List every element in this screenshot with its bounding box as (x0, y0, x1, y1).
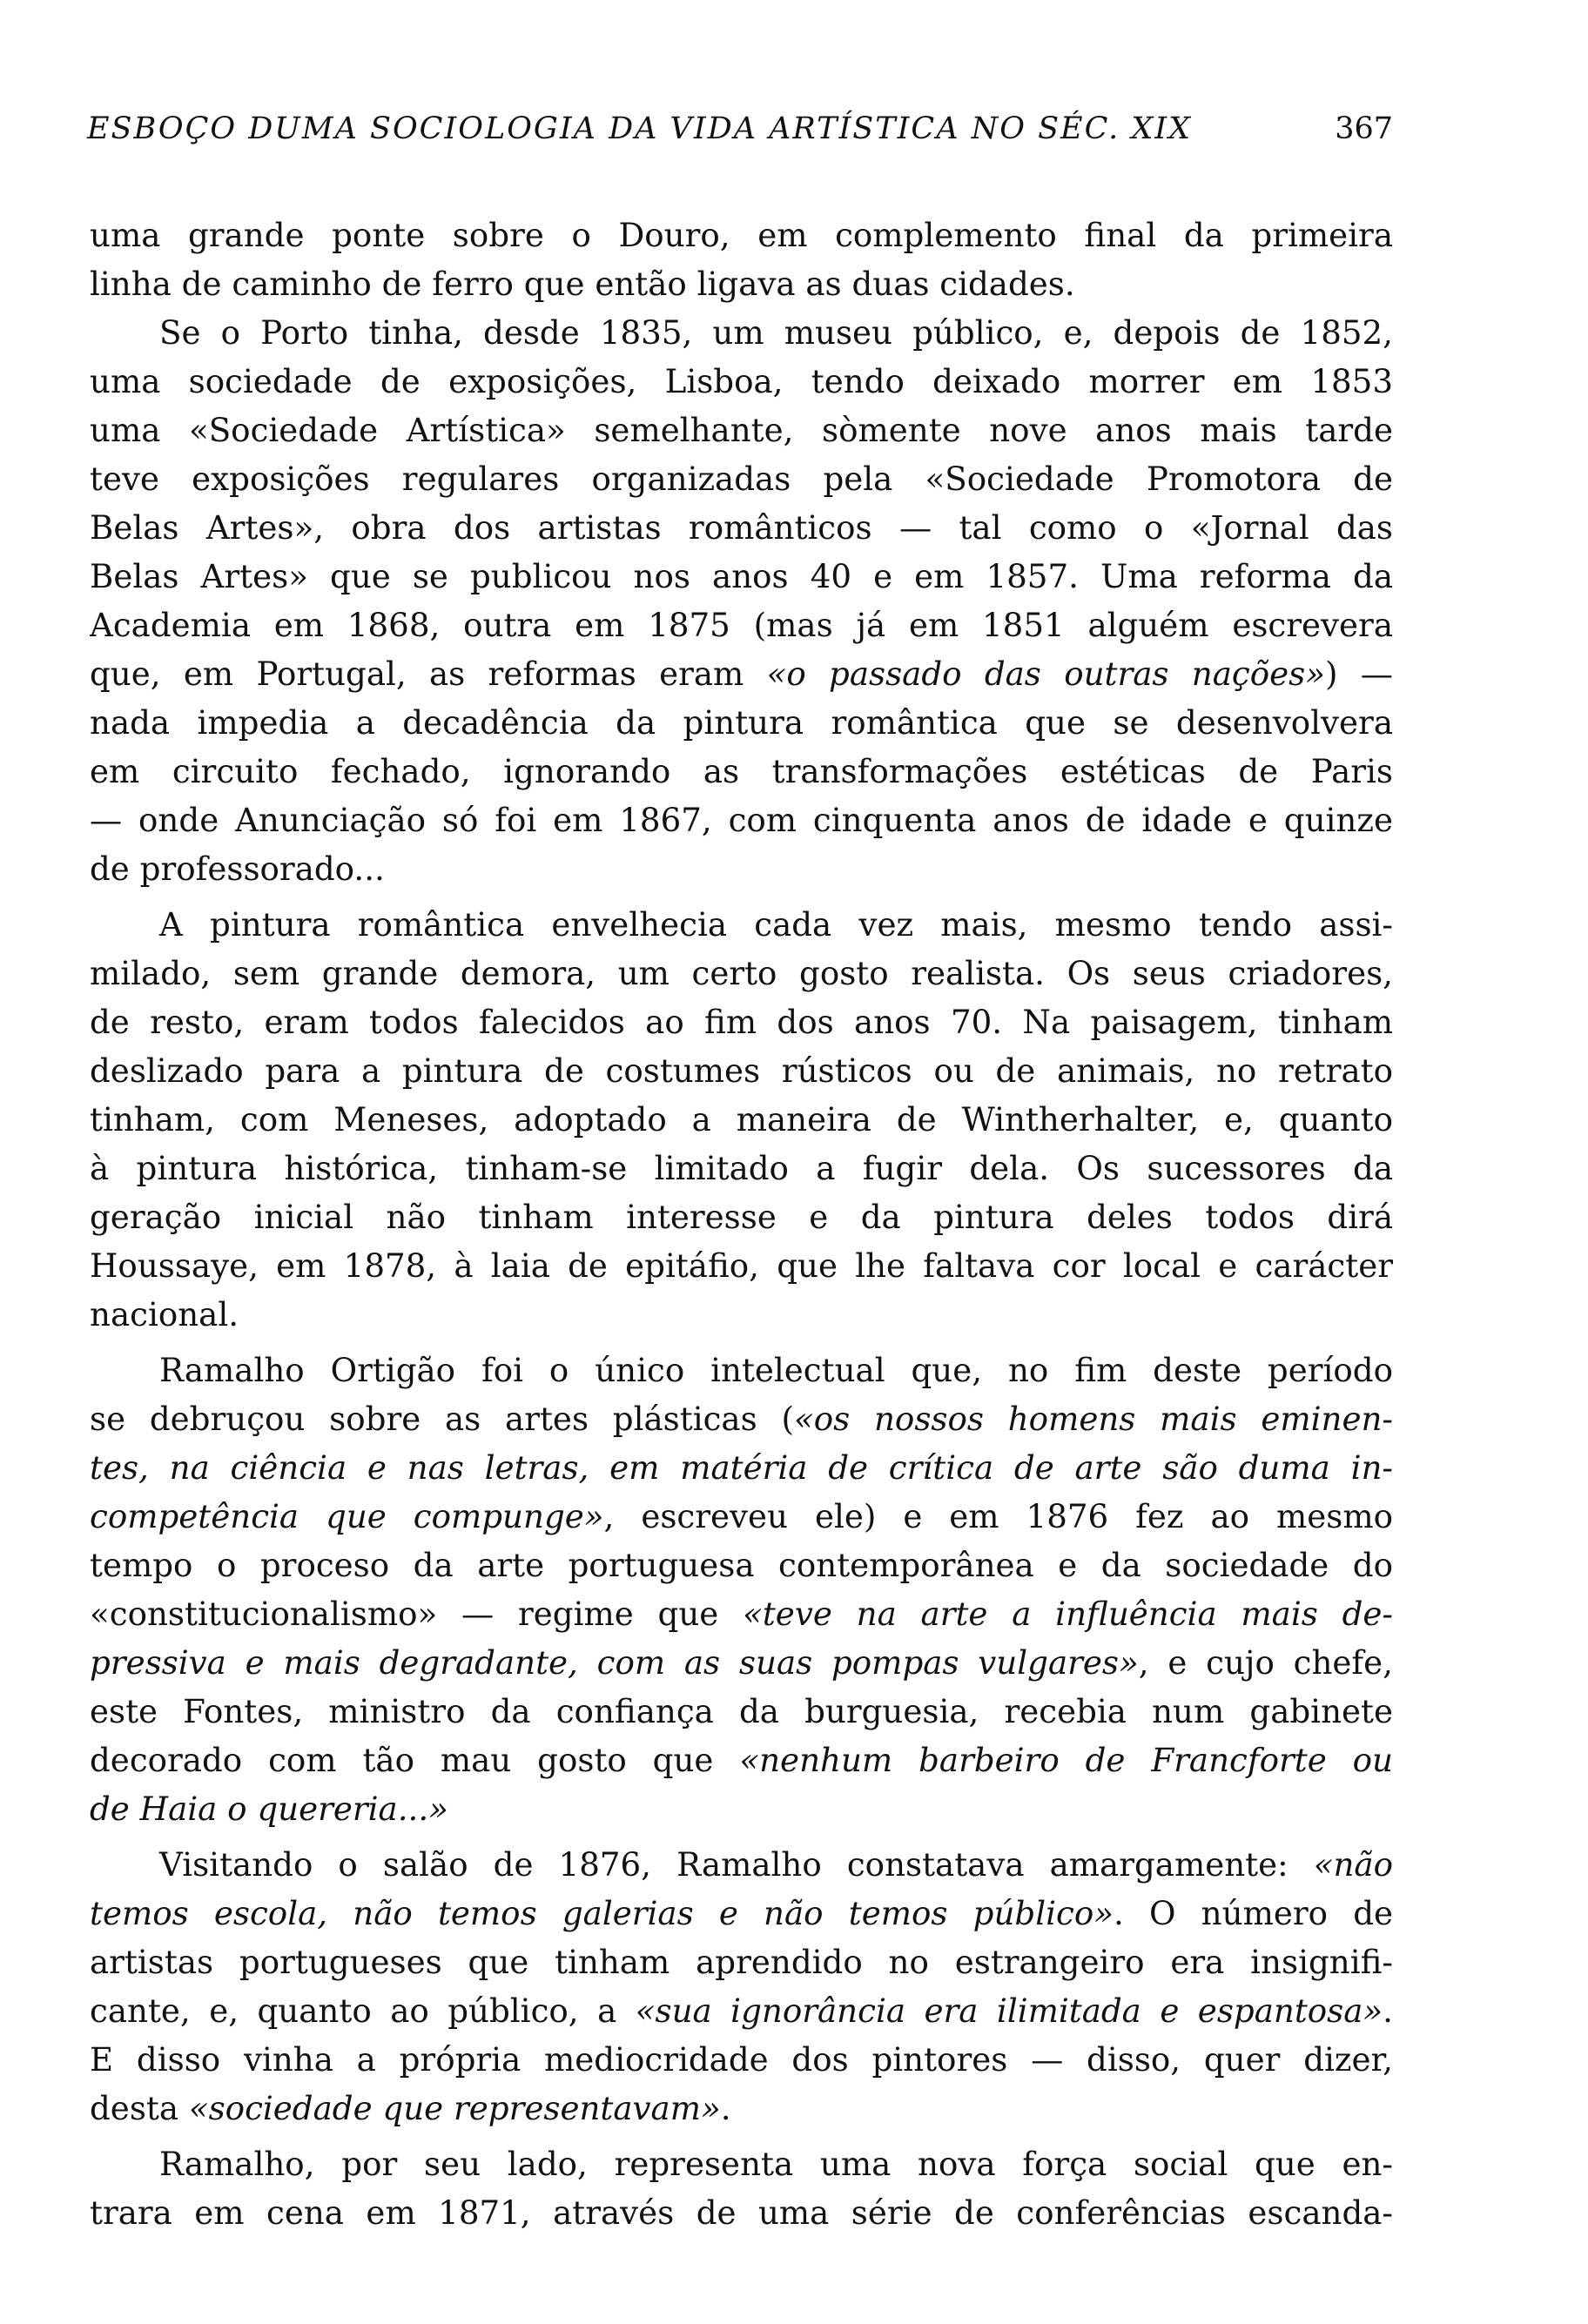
quote: tes, na ciência e nas letras, em matéria de crítica de arte são duma in- (90, 1448, 1393, 1487)
quote: «nenhum barbeiro de Francforte ou (739, 1741, 1393, 1779)
text-line: uma sociedade de exposições, Lisboa, tendo deixado morrer em 1853 (90, 362, 1393, 400)
text-line: geração inicial não tinham interesse e da pintura deles todos dirá (90, 1198, 1393, 1236)
page-number: 367 (1335, 111, 1393, 146)
text-line: trara em cena em 1871, através de uma série de conferências escanda- (90, 2193, 1393, 2232)
quote: «sociedade que representavam» (188, 2089, 721, 2127)
text-line: «constitucionalismo» — regime que «teve na arte a influência mais de- (90, 1595, 1393, 1633)
text-line: pressiva e mais degradante, com as suas pompas vulgares», e cujo chefe, (90, 1643, 1393, 1682)
text-line: nada impedia a decadência da pintura romântica que se desenvolvera (90, 703, 1393, 742)
text-line: decorado com tão mau gosto que «nenhum barbeiro de Francforte ou (90, 1741, 1393, 1779)
text-line: desta «sociedade que representavam». (90, 2089, 731, 2127)
running-head: ESBOÇO DUMA SOCIOLOGIA DA VIDA ARTÍSTICA NO SÉC. XIX (87, 111, 1193, 146)
quote: «o passado das outras nações» (766, 655, 1325, 693)
text-line: E disso vinha a própria mediocridade dos pintores — disso, quer dizer, (90, 2040, 1393, 2079)
text-line: nacional. (90, 1295, 239, 1333)
quote: temos escola, não temos galerias e não temos público» (90, 1894, 1114, 1932)
text-line: Academia em 1868, outra em 1875 (mas já em 1851 alguém escrevera (90, 606, 1393, 644)
text-line: Belas Artes», obra dos artistas românticos — tal como o «Jornal das (90, 508, 1393, 547)
text-line: Se o Porto tinha, desde 1835, um museu público, e, depois de 1852, (159, 313, 1393, 352)
text-line: deslizado para a pintura de costumes rústicos ou de animais, no retrato (90, 1051, 1393, 1090)
text-line: Ramalho, por seu lado, representa uma nova força social que en- (159, 2145, 1393, 2183)
text-line (90, 1784, 1393, 1833)
text-line: A pintura romântica envelhecia cada vez mais, mesmo tendo assi- (159, 905, 1393, 944)
text-line: artistas portugueses que tinham aprendido no estrangeiro era insignifi- (90, 1943, 1393, 1981)
text-line: milado, sem grande demora, um certo gosto realista. Os seus criadores, (90, 954, 1393, 992)
text-line: cante, e, quanto ao público, a «sua ignorância era ilimitada e espantosa». (90, 1992, 1393, 2030)
text-line: em circuito fechado, ignorando as transformações estéticas de Paris (90, 752, 1393, 790)
text-line: Belas Artes» que se publicou nos anos 40 e em 1857. Uma reforma da (90, 557, 1393, 595)
text-line: — onde Anunciação só foi em 1867, com cinquenta anos de idade e quinze (90, 801, 1393, 839)
quote: de Haia o quereria...» (90, 1790, 448, 1828)
text-line: de professorado... (90, 850, 385, 888)
text-line: se debruçou sobre as artes plásticas («os nossos homens mais eminen- (90, 1400, 1393, 1438)
text-line: Houssaye, em 1878, à laia de epitáfio, que lhe faltava cor local e carácter (90, 1246, 1393, 1285)
text-line: Ramalho Ortigão foi o único intelectual que, no fim deste período (159, 1351, 1393, 1389)
text-line: Visitando o salão de 1876, Ramalho constatava amargamente: «não (159, 1845, 1393, 1884)
text-line (90, 1443, 1393, 1492)
body-text (90, 211, 1393, 2237)
text-line: que, em Portugal, as reformas eram «o passado das outras nações») — (90, 655, 1393, 693)
text-line: tempo o proceso da arte portuguesa contemporânea e da sociedade do (90, 1546, 1393, 1584)
text-line: tinham, com Meneses, adoptado a maneira de Wintherhalter, e, quanto (90, 1100, 1393, 1138)
text-line: à pintura histórica, tinham-se limitado a fugir dela. Os sucessores da (90, 1149, 1393, 1187)
text-line: este Fontes, ministro da confiança da burguesia, recebia num gabinete (90, 1692, 1393, 1730)
text-line: uma grande ponte sobre o Douro, em complemento final da primeira (90, 216, 1393, 254)
text-line: temos escola, não temos galerias e não temos público». O número de (90, 1894, 1393, 1932)
quote: «não (1313, 1845, 1393, 1884)
text-line: de resto, eram todos falecidos ao fim dos anos 70. Na paisagem, tinham (90, 1003, 1393, 1041)
text-line: uma «Sociedade Artística» semelhante, sòmente nove anos mais tarde (90, 411, 1393, 449)
quote: «sua ignorância era ilimitada e espantosa» (635, 1992, 1383, 2030)
text-line: teve exposições regulares organizadas pela «Sociedade Promotora de (90, 460, 1393, 498)
quote: competência que compunge» (90, 1497, 604, 1535)
text-line: competência que compunge», escreveu ele) e em 1876 fez ao mesmo (90, 1497, 1393, 1535)
quote: «teve na arte a influência mais de- (743, 1595, 1393, 1633)
text-line: linha de caminho de ferro que então ligava as duas cidades. (90, 265, 1075, 303)
quote: «os nossos homens mais eminen- (793, 1400, 1393, 1438)
quote: pressiva e mais degradante, com as suas pompas vulgares» (90, 1643, 1139, 1682)
